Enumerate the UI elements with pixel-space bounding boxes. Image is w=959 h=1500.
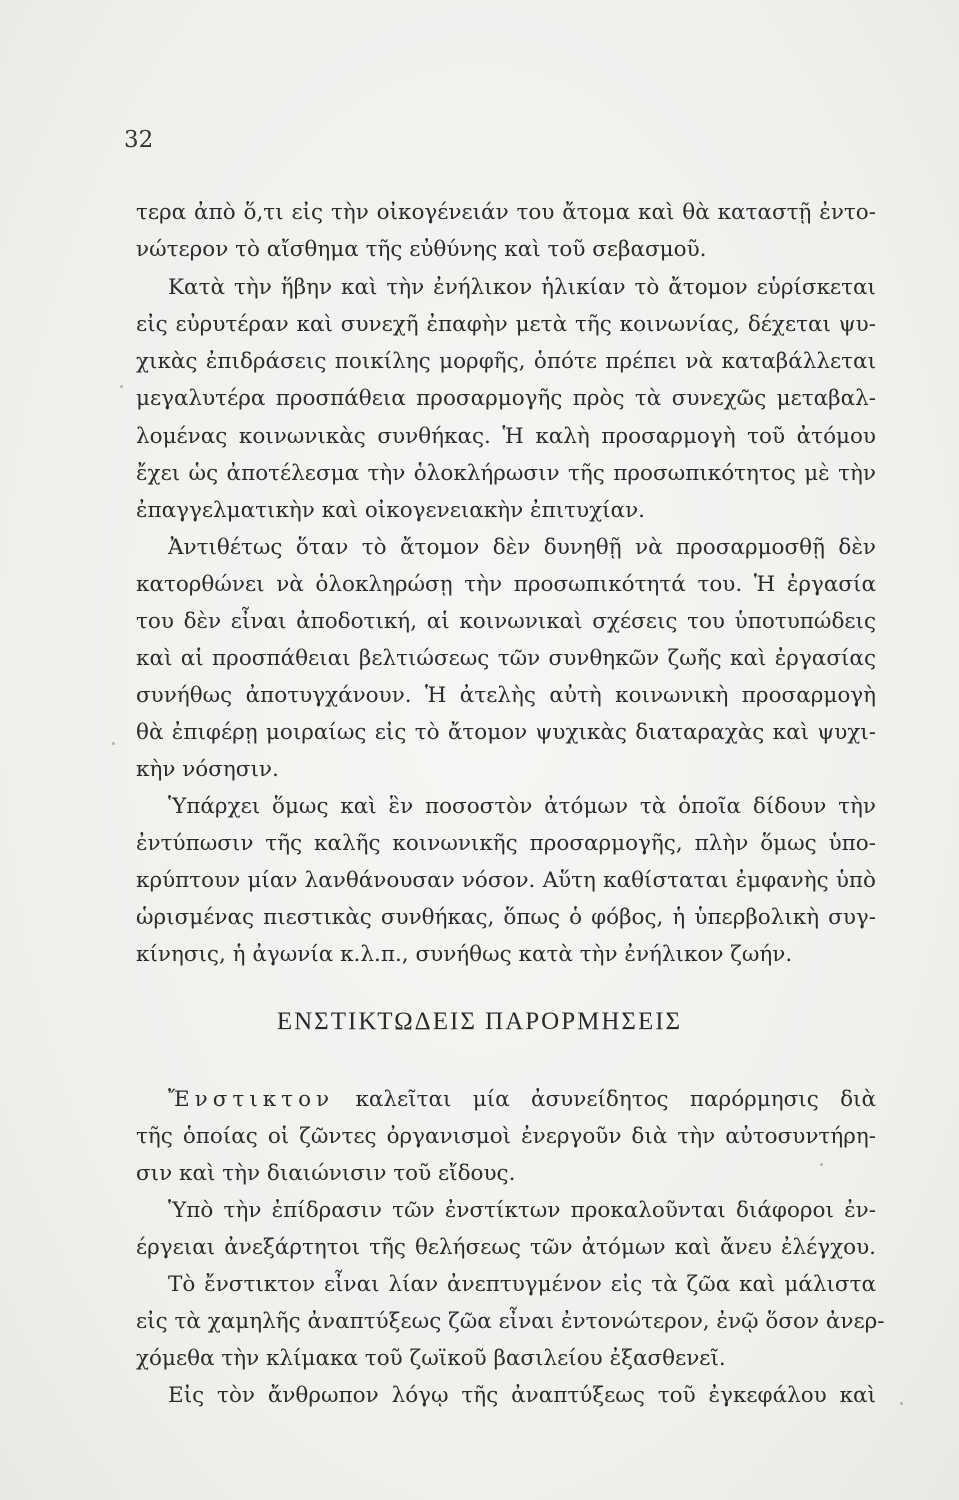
- text-line: συνήθως ἀποτυγχάνουν. Ἡ ἀτελὴς αὐτὴ κοινωνικὴ προσαρμογὴ: [136, 683, 876, 708]
- text-line: ὡρισμένας πιεστικὰς συνθήκας, ὅπως ὁ φόβος, ἡ ὑπερβολικὴ συγ-: [136, 905, 876, 930]
- text-line: χόμεθα τὴν κλίμακα τοῦ ζωϊκοῦ βασιλείου ἐξασθενεῖ.: [136, 1346, 726, 1371]
- paper-speck: [900, 1402, 903, 1405]
- text-line: νώτερον τὸ αἴσθημα τῆς εὐθύνης καὶ τοῦ σεβασμοῦ.: [136, 237, 707, 262]
- text-line: Ὑπὸ τὴν ἐπίδρασιν τῶν ἐνστίκτων προκαλοῦνται διάφοροι ἐν-: [168, 1198, 876, 1223]
- text-line: τερα ἀπὸ ὅ,τι εἰς τὴν οἰκογένειάν του ἄτομα καὶ θὰ καταστῇ ἐντο-: [136, 200, 876, 225]
- text-line: τῆς ὁποίας οἱ ζῶντες ὀργανισμοὶ ἐνεργοῦν διὰ τὴν αὐτοσυντήρη-: [136, 1124, 876, 1149]
- text-line: Κατὰ τὴν ἥβην καὶ τὴν ἐνήλικον ἡλικίαν τὸ ἄτομον εὑρίσκεται: [168, 275, 876, 300]
- text-line: ἐντύπωσιν τῆς καλῆς κοινωνικῆς προσαρμογῆς, πλὴν ὅμως ὑπο-: [136, 831, 876, 856]
- text-line-rest: καλεῖται μία ἀσυνείδητος παρόρμησις διὰ: [355, 1087, 876, 1112]
- text-line: Εἰς τὸν ἄνθρωπον λόγῳ τῆς ἀναπτύξεως τοῦ ἐγκεφάλου καὶ: [168, 1383, 876, 1408]
- text-line: εἰς εὐρυτέραν καὶ συνεχῆ ἐπαφὴν μετὰ τῆς κοινωνίας, δέχεται ψυ-: [136, 312, 876, 337]
- text-line: Ὑπάρχει ὅμως καὶ ἓν ποσοστὸν ἀτόμων τὰ ὁποῖα δίδουν τὴν: [168, 794, 876, 819]
- text-line: κὴν νόσησιν.: [136, 757, 279, 782]
- text-line: ἐπαγγελματικὴν καὶ οἰκογενειακὴν ἐπιτυχίαν.: [136, 498, 645, 523]
- page-number: 32: [124, 127, 154, 153]
- text-line: θὰ ἐπιφέρῃ μοιραίως εἰς τὸ ἄτομον ψυχικὰς διαταραχὰς καὶ ψυχι-: [136, 720, 876, 745]
- paper-speck: [112, 742, 115, 745]
- spaced-term: Ἔνστικτον: [168, 1087, 335, 1112]
- text-line: εἰς τὰ χαμηλῆς ἀναπτύξεως ζῶα εἶναι ἐντονώτερον, ἐνῷ ὅσον ἀνερ-: [136, 1309, 885, 1334]
- text-line: λομένας κοινωνικὰς συνθήκας. Ἡ καλὴ προσαρμογὴ τοῦ ἀτόμου: [136, 424, 876, 449]
- text-line: [168, 1085, 876, 1115]
- text-line: Ἀντιθέτως ὅταν τὸ ἄτομον δὲν δυνηθῇ νὰ προσαρμοσθῇ δὲν: [168, 535, 876, 560]
- text-line: κίνησις, ἡ ἀγωνία κ.λ.π., συνήθως κατὰ τὴν ἐνήλικον ζωήν.: [136, 942, 793, 967]
- text-line: κρύπτουν μίαν λανθάνουσαν νόσον. Αὕτη καθίσταται ἐμφανὴς ὑπὸ: [136, 868, 876, 893]
- text-line: έργειαι ἀνεξάρτητοι τῆς θελήσεως τῶν ἀτόμων καὶ ἄνευ ἐλέγχου.: [136, 1235, 876, 1260]
- text-line: κατορθώνει νὰ ὁλοκληρώσῃ τὴν προσωπικότητά του. Ἡ ἐργασία: [136, 572, 876, 597]
- text-line: χικὰς ἐπιδράσεις ποικίλης μορφῆς, ὁπότε πρέπει νὰ καταβάλλεται: [136, 349, 876, 374]
- paper-speck: [820, 1163, 823, 1166]
- text-line: Τὸ ἔνστικτον εἶναι λίαν ἀνεπτυγμένον εἰς τὰ ζῶα καὶ μάλιστα: [168, 1272, 876, 1297]
- text-line: μεγαλυτέρα προσπάθεια προσαρμογῆς πρὸς τὰ συνεχῶς μεταβαλ-: [136, 386, 876, 411]
- text-line: του δὲν εἶναι ἀποδοτική, αἱ κοινωνικαὶ σχέσεις του ὑποτυπώδεις: [136, 609, 876, 634]
- text-line: καὶ αἱ προσπάθειαι βελτιώσεως τῶν συνθηκῶν ζωῆς καὶ ἐργασίας: [136, 646, 876, 671]
- section-heading: ΕΝΣΤΙΚΤΩΔΕΙΣ ΠΑΡΟΡΜΗΣΕΙΣ: [276, 1008, 683, 1035]
- text-line: σιν καὶ τὴν διαιώνισιν τοῦ εἴδους.: [136, 1161, 516, 1186]
- paper-speck: [120, 385, 123, 388]
- text-line: ἔχει ὡς ἀποτέλεσμα τὴν ὁλοκλήρωσιν τῆς προσωπικότητος μὲ τὴν: [136, 461, 876, 486]
